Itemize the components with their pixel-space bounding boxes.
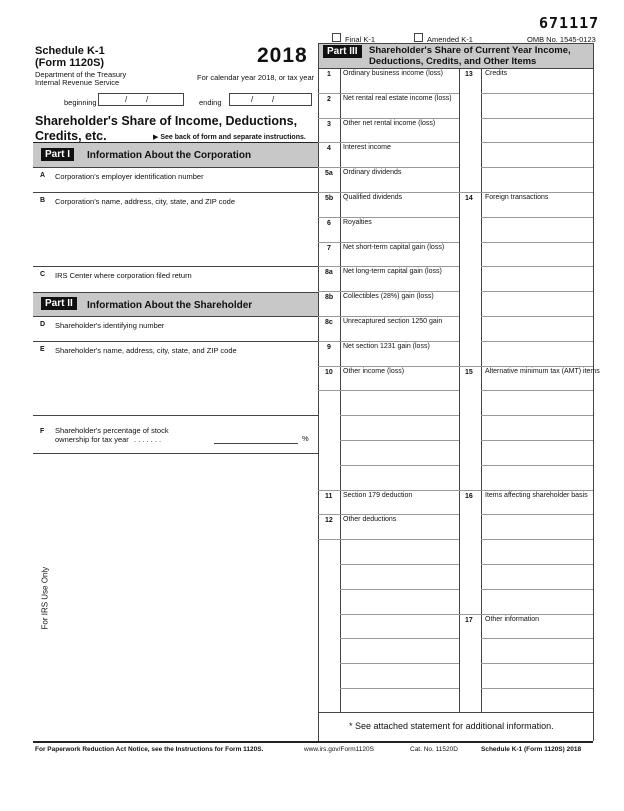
omb-number: OMB No. 1545-0123 bbox=[527, 35, 596, 44]
line-8c-label: Unrecaptured section 1250 gain bbox=[343, 318, 443, 325]
line-6-amount-field[interactable] bbox=[341, 229, 458, 241]
main-title-line2: Credits, etc. bbox=[35, 129, 107, 143]
form-ref: (Form 1120S) bbox=[35, 57, 105, 69]
beginning-label: beginning bbox=[64, 98, 97, 107]
dept-line1: Department of the Treasury bbox=[35, 70, 127, 79]
amended-k1-checkbox[interactable] bbox=[414, 33, 423, 42]
line-5a-amount-field[interactable] bbox=[341, 179, 458, 191]
line-6-label: Royalties bbox=[343, 218, 372, 226]
line-d-label: Shareholder's identifying number bbox=[55, 321, 165, 330]
line-4-label: Interest income bbox=[343, 144, 391, 152]
line-16-number: 16 bbox=[465, 492, 473, 500]
line-8c-number: 8c bbox=[325, 319, 333, 326]
line-4-amount-field[interactable] bbox=[341, 154, 458, 166]
irs-use-only-label: For IRS Use Only bbox=[40, 566, 50, 630]
line-8c-amount-field[interactable] bbox=[341, 328, 458, 340]
line-b-label: Corporation's name, address, city, state, and ZIP code bbox=[55, 197, 235, 206]
statement-note: * See attached statement for additional information. bbox=[349, 721, 554, 731]
line-8a-label: Net long-term capital gain (loss) bbox=[343, 268, 442, 276]
line-12-amount-field[interactable] bbox=[341, 526, 458, 538]
line-7-number: 7 bbox=[327, 244, 331, 252]
line-1-number: 1 bbox=[327, 71, 331, 78]
line-13-number: 13 bbox=[465, 71, 473, 78]
line-7-label: Net short-term capital gain (loss) bbox=[343, 243, 445, 251]
line-5b-amount-field[interactable] bbox=[341, 204, 458, 216]
line-2-amount-field[interactable] bbox=[341, 105, 458, 117]
final-k1-checkbox[interactable] bbox=[332, 33, 341, 42]
line-9-amount-field[interactable] bbox=[341, 353, 458, 365]
line-9-number: 9 bbox=[327, 343, 331, 351]
line-10-label: Other income (loss) bbox=[343, 367, 405, 375]
line-5b-label: Qualified dividends bbox=[343, 194, 403, 201]
line-f-label2: ownership for tax year bbox=[55, 435, 129, 444]
line-8b-label: Collectibles (28%) gain (loss) bbox=[343, 293, 434, 301]
irs-url[interactable]: www.irs.gov/Form1120S bbox=[304, 746, 374, 753]
line-f-dots: . . . . . . . bbox=[134, 435, 162, 444]
line-6-number: 6 bbox=[327, 219, 331, 227]
line-16-label: Items affecting shareholder basis bbox=[485, 491, 588, 499]
line-e-label: Shareholder's name, address, city, state, and ZIP code bbox=[55, 346, 237, 355]
percent-sign: % bbox=[302, 434, 309, 443]
line-5a-label: Ordinary dividends bbox=[343, 169, 402, 177]
line-5a-number: 5a bbox=[325, 170, 333, 178]
tax-year: 2018 bbox=[257, 44, 308, 67]
line-c-label: IRS Center where corporation filed return bbox=[55, 271, 192, 280]
line-11-amount-field[interactable] bbox=[341, 502, 458, 514]
line-17-number: 17 bbox=[465, 616, 473, 624]
line-f-label: Shareholder's percentage of stock bbox=[55, 426, 169, 435]
line-10-amount-field[interactable] bbox=[341, 378, 458, 390]
line-8b-amount-field[interactable] bbox=[341, 303, 458, 315]
line-3-amount-field[interactable] bbox=[341, 130, 458, 142]
line-5b-number: 5b bbox=[325, 195, 334, 202]
line-1-label: Ordinary business income (loss) bbox=[343, 70, 443, 77]
line-3-number: 3 bbox=[327, 120, 331, 128]
line-15-label: Alternative minimum tax (AMT) items bbox=[485, 367, 600, 375]
line-9-label: Net section 1231 gain (loss) bbox=[343, 342, 430, 350]
schedule-title: Schedule K-1 bbox=[35, 45, 105, 57]
line-12-number: 12 bbox=[325, 517, 333, 525]
line-2-label: Net rental real estate income (loss) bbox=[343, 94, 452, 102]
part3-tag: Part III bbox=[323, 45, 362, 58]
line-14-label: Foreign transactions bbox=[485, 194, 549, 201]
line-10-number: 10 bbox=[325, 368, 333, 376]
line-8a-number: 8a bbox=[325, 269, 333, 277]
amended-k1-label: Amended K-1 bbox=[427, 35, 473, 44]
footer-form-name: Schedule K-1 (Form 1120S) 2018 bbox=[481, 746, 582, 753]
line-13-label: Credits bbox=[485, 70, 508, 77]
form-code: 671117 bbox=[539, 14, 600, 32]
line-1-amount-field[interactable] bbox=[341, 80, 458, 92]
dept-line2: Internal Revenue Service bbox=[35, 78, 120, 87]
line-7-amount-field[interactable] bbox=[341, 254, 458, 266]
part3-title-line2: Deductions, Credits, and Other Items bbox=[369, 56, 537, 67]
line-2-number: 2 bbox=[327, 95, 331, 103]
part1-title: Information About the Corporation bbox=[87, 150, 252, 161]
see-back-note: ▶ See back of form and separate instructions. bbox=[153, 134, 306, 141]
ending-label: ending bbox=[199, 98, 222, 107]
line-8a-amount-field[interactable] bbox=[341, 278, 458, 290]
part2-title: Information About the Shareholder bbox=[87, 300, 253, 311]
paperwork-notice: For Paperwork Reduction Act Notice, see the Instructions for Form 1120S. bbox=[35, 746, 264, 753]
line-17-label: Other information bbox=[485, 615, 540, 623]
part1-tag: Part I bbox=[41, 148, 74, 161]
line-11-number: 11 bbox=[325, 492, 333, 500]
ending-date-field[interactable] bbox=[229, 93, 312, 106]
line-4-number: 4 bbox=[327, 145, 331, 153]
catalog-number: Cat. No. 11520D bbox=[410, 746, 458, 753]
calendar-year-text: For calendar year 2018, or tax year bbox=[197, 73, 315, 82]
main-title-line1: Shareholder's Share of Income, Deductions, bbox=[35, 114, 298, 128]
part2-tag: Part II bbox=[41, 297, 77, 310]
line-12-label: Other deductions bbox=[343, 516, 397, 524]
line-15-number: 15 bbox=[465, 368, 473, 376]
line-a-label: Corporation's employer identification number bbox=[55, 172, 204, 181]
line-8b-number: 8b bbox=[325, 294, 334, 302]
part3-title-line1: Shareholder's Share of Current Year Income, bbox=[369, 45, 571, 56]
line-14-number: 14 bbox=[465, 195, 473, 202]
line-3-label: Other net rental income (loss) bbox=[343, 119, 436, 127]
final-k1-label: Final K-1 bbox=[345, 35, 376, 44]
line-11-label: Section 179 deduction bbox=[343, 491, 413, 499]
beginning-date-field[interactable] bbox=[98, 93, 184, 106]
percent-field[interactable] bbox=[214, 443, 298, 444]
